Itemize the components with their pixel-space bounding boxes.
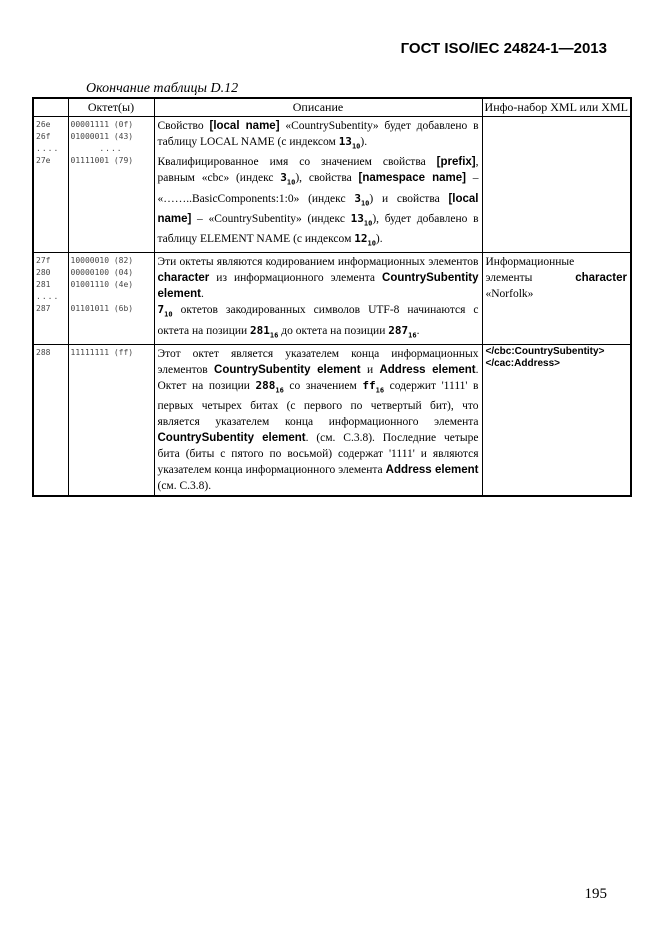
text: Этот октет является указателем конца информационных элементов [157,348,479,377]
text: ). [360,136,368,148]
address-value: 281 [36,280,51,290]
text: ), будет добавлено в таблицу ELEMENT NAME (с индексом [157,212,479,246]
text: и [360,364,380,377]
property-name: character [157,272,210,285]
info-line: «Norfolk» [485,288,534,301]
radix-subscript: 10 [286,178,296,187]
octet-value: 00000100 (04) [70,268,134,278]
octets-cell [68,253,154,345]
property-name: [local name] [209,120,280,132]
address-value: 26e [36,120,51,129]
description-cell [154,345,482,497]
text: . [200,288,204,301]
infoset-cell [482,253,631,345]
info-text: элементы [485,272,533,285]
table-row [33,345,631,497]
column-header-infoset: Инфо-набор XML или XML [482,98,631,117]
address-value: 287 [36,304,51,314]
radix-subscript: 10 [367,239,376,248]
address-value: 27f [36,256,51,266]
text: . [416,324,420,337]
table-caption: Окончание таблицы D.12 [86,81,239,96]
text: ). [375,233,383,246]
index-value: 13 [350,211,364,225]
text: из информационного элемента [209,272,383,285]
description-cell [154,253,482,345]
info-keyword: character [575,272,627,285]
description-paragraph [158,346,479,494]
column-header-address [33,98,68,117]
page-number: 195 [584,886,607,902]
property-name: Address element [379,364,476,377]
octet-value: 01001110 (4e) [70,280,134,290]
text: – «CountrySubentity» (индекс [191,212,351,225]
address-value: 288 [36,348,51,358]
text: – «……..BasicComponents:1:0» (индекс [157,172,479,205]
address-value: 26f [36,132,51,141]
text: ), свойства [295,172,359,185]
text: Свойство [157,120,210,132]
octet-value: 01111001 (79) [70,156,134,165]
radix-subscript: 16 [275,386,284,395]
description-paragraph [158,118,479,154]
text: ) и свойства [369,192,449,205]
property-name: CountrySubentity element [157,432,306,445]
octet-value: 01101011 (6b) [70,304,134,314]
address-cell [33,345,68,497]
octet-value: 10000010 (82) [70,256,134,266]
table-row [33,253,631,345]
property-name: [local name] [157,192,479,225]
property-name: [namespace name] [358,172,466,185]
text: октетов закодированных символов UTF-8 начинаются с октета на позиции [157,304,479,337]
radix-subscript: 16 [408,331,417,340]
index-value: 287 [388,323,409,337]
document-header: ГОСТ ISO/IEC 24824-1—2013 [400,40,607,57]
index-value: 3 [354,191,361,205]
text: Эти октеты являются кодированием информационных элементов [157,256,479,269]
octet-table [32,97,632,497]
index-value: ff [362,379,376,393]
radix-subscript: 10 [360,198,370,207]
xml-end-tag: </cbc:CountrySubentity> [485,346,605,358]
table-header-row [33,98,631,117]
octet-spacer [71,291,152,303]
address-value: 280 [36,268,51,278]
radix-subscript: 10 [363,219,373,228]
text: Квалифицированное имя со значением свойства [157,156,437,169]
text: «CountrySubentity» будет добавлено в таблицу LOCAL NAME (с индексом [157,120,479,148]
text: содержит '1111' в первых четырех битах (с первого по четвертый бит), что является указателем конца информационного элемента [157,380,479,429]
column-header-octets: Октет(ы) [68,98,154,117]
info-line: Информационные [485,256,575,269]
infoset-cell [482,345,631,497]
xml-end-tag: </cac:Address> [485,358,560,370]
octets-cell [68,117,154,253]
info-line [486,270,628,286]
index-value: 12 [354,232,368,246]
address-ellipsis: .... [36,144,60,153]
property-name: [prefix] [436,156,476,169]
index-value: 288 [255,379,276,393]
radix-subscript: 16 [375,386,385,395]
octet-value: 00001111 (0f) [70,120,134,129]
description-paragraph [158,154,479,251]
address-value: 27e [36,156,51,165]
radix-subscript: 10 [351,142,361,151]
description-paragraph [158,302,479,343]
table-row [33,117,631,253]
infoset-cell [482,117,631,253]
text: . Октет на позиции [157,364,479,393]
octet-value: 11111111 (ff) [70,348,134,358]
address-ellipsis: .... [36,292,60,302]
property-name: CountrySubentity element [214,364,361,377]
text: . (см. С.3.8). Последние четыре бита (биты с пятого по восьмой) содержат '1111' и являются указателем конца информационного элемента [157,432,479,477]
address-cell [33,117,68,253]
index-value: 7 [157,303,165,317]
text: со значением [283,380,363,393]
property-name: CountrySubentity element [157,272,479,301]
octet-ellipsis: .... [99,144,123,153]
index-value: 3 [280,171,287,185]
text: , равным «cbc» (индекс [157,156,479,185]
octet-value: 01000011 (43) [70,132,134,141]
octets-cell [68,345,154,497]
address-cell [33,253,68,345]
column-header-description: Описание [154,98,482,117]
index-value: 281 [250,323,270,337]
property-name: Address element [385,464,479,477]
text: до октета на позиции [278,324,389,337]
description-paragraph [158,254,479,302]
text: (см. С.3.8). [157,480,212,493]
radix-subscript: 16 [269,331,279,340]
radix-subscript: 10 [164,310,173,319]
description-cell [154,117,482,253]
index-value: 13 [338,135,352,148]
